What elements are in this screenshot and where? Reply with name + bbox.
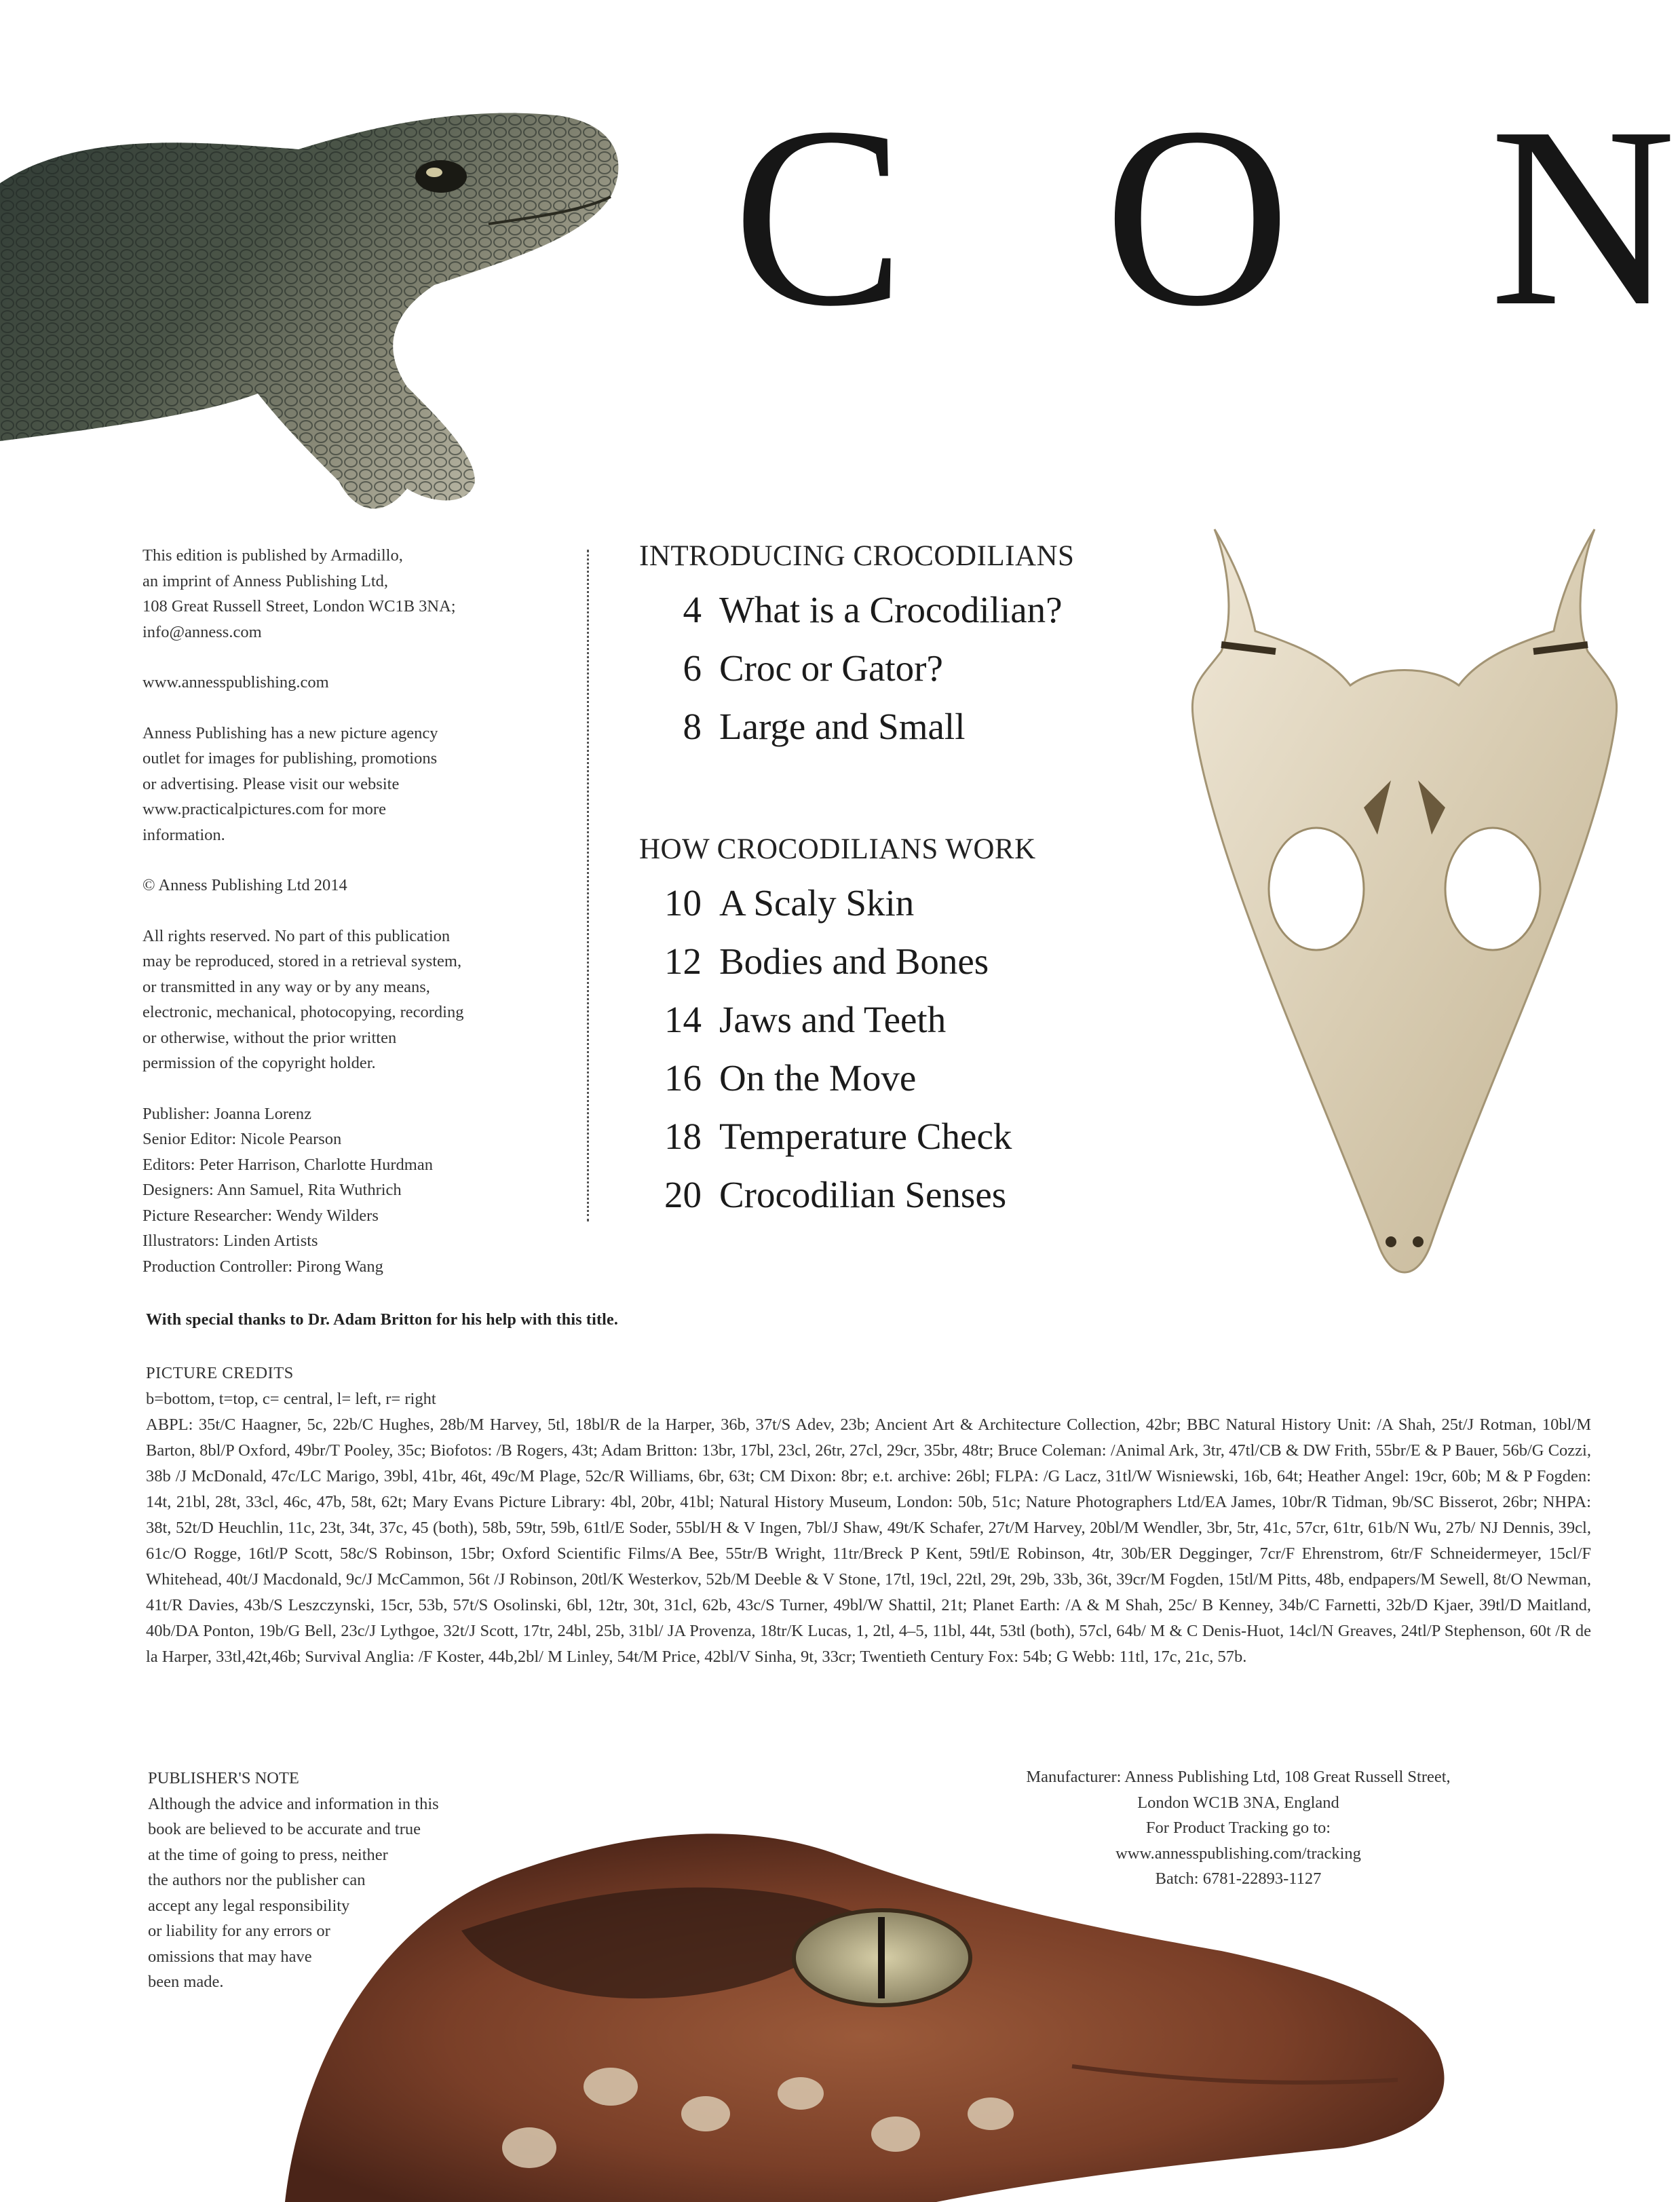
entry-title: On the Move xyxy=(719,1057,917,1099)
staff-item: Production Controller: Pirong Wang xyxy=(142,1257,383,1276)
toc-entry[interactable] xyxy=(639,991,1196,1049)
credits-heading: PICTURE CREDITS xyxy=(146,1364,294,1382)
page-number: 4 xyxy=(683,589,702,630)
title-letter: C xyxy=(733,74,905,360)
toc-entry[interactable] xyxy=(639,932,1196,991)
section-heading: INTRODUCING CROCODILIANS xyxy=(639,540,1075,572)
credits-key: b=bottom, t=top, c= central, l= left, r= right xyxy=(146,1390,436,1408)
credits-body: ABPL: 35t/C Haagner, 5c, 22b/C Hughes, 28b/M Harvey, 5tl, 18bl/R de la Harper, 36b, 37t/S Adev, 23b; Ancient Art & Architecture Collection, 42br; BBC Natural History Unit: /A Shah, 25t/J Rotman, 10bl/M Barton, 8bl/P Oxford, 49br/T Pooley, 35c; Biofotos: /B Rogers, 43t; Adam Britton: 13br, 17bl, 23cl, 26tr, 27cl, 29cr, 35br, 48tr; Bruce Coleman: /Animal Ark, 3tr, 47tl/CB & DW Frith, 55br/E & P Bauer, 56b/G Cozzi, 38b /J McDonald, 47c/LC Marigo, 39bl, 41br, 46t, 49c/M Plage, 52c/R Williams, 6br, 63t; CM Dixon: 8br; e.t. archive: 26bl; FLPA: /G Lacz, 31tl/W Wisniewski, 16b, 64t; Heather Angel: 19cr, 60b; M & P Fogden: 14t, 21bl, 28t, 33cl, 46c, 47b, 58t, 62t; Mary Evans Picture Library: 4bl, 20br, 41bl; Natural History Museum, London: 50b, 51c; Nature Photographers Ltd/EA James, 10br/R Tidman, 9b/SC Bisserot, 26br; NHPA: 38t, 52t/D Heuchlin, 11c, 23t, 34t, 37c, 45 (both), 58b, 59tr, 59b, 61tl/E Soder, 55bl/H & V Ingen, 7bl/J Shaw, 49t/K Schafer, 27t/M Harvey, 20bl/M Wendler, 3br, 5tr, 41c, 57cr, 61tr, 61b/N Wu, 27b/ NJ Dennis, 39cl, 61c/O Rogge, 16tl/P Scott, 58c/S Robinson, 15br; Oxford Scientific Films/A Bee, 55tr/B Wright, 11tr/Breck P Kent, 59tl/E Robinson, 4tr, 30b/ER Degginger, 7cr/F Ehrenstrom, 6tr/F Schneidermeyer, 15cl/F Whitehead, 40t/J Macdonald, 9c/J McCammon, 56t /J Robinson, 20tl/K Westerkov, 52b/M Deeble & V Stone, 17tl, 19cl, 22tl, 29t, 29b, 33b, 36t, 39cr/M Fogden, 15tl/M Pitts, 48b, endpapers/M Sewell, 8t/O Newman, 41t/R Davies, 43b/S Leszczynski, 15cr, 53b, 57t/S Osolinski, 6bl, 12tr, 30t, 31cl, 62b, 43c/S Turner, 49bl/W Shattil, 21t; Planet Earth: /A & M Shah, 25c/ B Kenney, 34b/C Farnetti, 32b/D Kjaer, 39tl/D Maitland, 40b/DA Ponton, 19b/G Bell, 23c/J Lythgoe, 32t/J Scott, 17tr, 24bl, 25b, 31bl/ JA Provenza, 18tr/K Lucas, 1, 2tl, 4–5, 11bl, 44t, 53tl (both), 57cl, 64b/ M & C Denis-Huot, 14cl/N Greaves, 24tl/P Stephenson, 60t /R de la Harper, 33tl,42t,46b; Survival Anglia: /F Koster, 44b,2bl/ M Linley, 54t/M Price, 42bl/V Sinha, 9t, 33cr; Twentieth Century Fox: 54b; G Webb: 11tl, 17c, 21c, 57b. xyxy=(146,1416,1591,1666)
page-number: 8 xyxy=(683,706,702,747)
batch-number: Batch: 6781-22893-1127 xyxy=(1155,1869,1322,1888)
page-number: 6 xyxy=(683,647,702,689)
imprint-line: www.practicalpictures.com for more xyxy=(142,800,386,818)
crocodile-photo xyxy=(0,102,631,601)
section-heading: HOW CROCODILIANS WORK xyxy=(639,833,1036,865)
entry-title: Bodies and Bones xyxy=(719,941,989,982)
toc-entry[interactable] xyxy=(639,1107,1196,1166)
dotted-divider xyxy=(587,550,589,1221)
imprint-line: may be reproduced, stored in a retrieval system, xyxy=(142,952,462,970)
imprint-line: 108 Great Russell Street, London WC1B 3NA; xyxy=(142,597,456,615)
imprint-line: electronic, mechanical, photocopying, recording xyxy=(142,1003,464,1021)
entry-title: Croc or Gator? xyxy=(719,647,943,689)
page-number: 16 xyxy=(664,1057,702,1099)
imprint-line: permission of the copyright holder. xyxy=(142,1054,376,1072)
imprint-line: or otherwise, without the prior written xyxy=(142,1028,397,1047)
tracking-link[interactable]: www.annesspublishing.com/tracking xyxy=(1115,1844,1361,1863)
entry-title: Crocodilian Senses xyxy=(719,1174,1007,1215)
publishers-note xyxy=(148,1766,528,1995)
manufacturer-info xyxy=(940,1764,1537,1892)
publishers-note-heading: PUBLISHER'S NOTE xyxy=(148,1769,299,1787)
entry-title: Large and Small xyxy=(719,706,966,747)
staff-item: Illustrators: Linden Artists xyxy=(142,1232,318,1250)
toc-section-how-work xyxy=(639,829,1196,1224)
note-line: or liability for any errors or xyxy=(148,1922,330,1940)
note-line: at the time of going to press, neither xyxy=(148,1845,388,1864)
skull-photo xyxy=(1174,523,1635,1310)
toc-entry[interactable] xyxy=(639,639,1196,698)
picture-credits xyxy=(146,1361,1591,1670)
manufacturer-line: For Product Tracking go to: xyxy=(1145,1819,1331,1837)
staff-item: Picture Researcher: Wendy Wilders xyxy=(142,1206,379,1225)
toc-entry[interactable] xyxy=(639,874,1196,932)
staff-item: Editors: Peter Harrison, Charlotte Hurdman xyxy=(142,1155,433,1174)
imprint-line: information. xyxy=(142,825,225,844)
entry-title: What is a Crocodilian? xyxy=(719,589,1063,630)
staff-item: Publisher: Joanna Lorenz xyxy=(142,1104,312,1123)
manufacturer-line: London WC1B 3NA, England xyxy=(1137,1793,1339,1812)
note-line: accept any legal responsibility xyxy=(148,1896,350,1915)
note-line: omissions that may have xyxy=(148,1947,312,1966)
imprint-line: or advertising. Please visit our website xyxy=(142,774,400,793)
imprint-line: an imprint of Anness Publishing Ltd, xyxy=(142,571,389,590)
toc-entry[interactable] xyxy=(639,1166,1196,1224)
website-link[interactable]: www.annesspublishing.com xyxy=(142,673,329,691)
email-link[interactable]: info@anness.com xyxy=(142,622,262,641)
imprint-line: outlet for images for publishing, promotions xyxy=(142,749,438,767)
entry-title: Jaws and Teeth xyxy=(719,999,947,1040)
agency-note xyxy=(142,721,550,848)
toc-entry[interactable] xyxy=(639,698,1196,756)
staff-item: Senior Editor: Nicole Pearson xyxy=(142,1130,342,1148)
imprint-line: or transmitted in any way or by any means, xyxy=(142,977,430,996)
contents-title xyxy=(733,74,1676,360)
note-line: book are believed to be accurate and true xyxy=(148,1820,421,1838)
page-number: 12 xyxy=(664,941,702,982)
staff-item: Designers: Ann Samuel, Rita Wuthrich xyxy=(142,1181,402,1199)
toc-section-introducing xyxy=(639,536,1196,756)
note-line: been made. xyxy=(148,1973,224,1991)
title-letter: N xyxy=(1489,74,1676,360)
page-number: 18 xyxy=(664,1116,702,1157)
entry-title: Temperature Check xyxy=(719,1116,1012,1157)
publisher-address xyxy=(142,543,550,645)
staff-list xyxy=(142,1101,550,1280)
page-number: 20 xyxy=(664,1174,702,1215)
page-number: 14 xyxy=(664,999,702,1040)
imprint-line: All rights reserved. No part of this publication xyxy=(142,926,451,945)
imprint-column xyxy=(142,543,550,1279)
thanks-line: With special thanks to Dr. Adam Britton for his help with this title. xyxy=(146,1311,619,1329)
entry-title: A Scaly Skin xyxy=(719,882,915,924)
note-line: Although the advice and information in this xyxy=(148,1794,439,1813)
copyright-line: © Anness Publishing Ltd 2014 xyxy=(142,876,347,894)
toc-entry[interactable] xyxy=(639,581,1196,639)
page-number: 10 xyxy=(664,882,702,924)
imprint-line: Anness Publishing has a new picture agency xyxy=(142,723,438,742)
note-line: the authors nor the publisher can xyxy=(148,1871,366,1889)
title-letter: O xyxy=(1104,74,1291,360)
imprint-line: This edition is published by Armadillo, xyxy=(142,546,403,565)
toc-entry[interactable] xyxy=(639,1049,1196,1107)
manufacturer-line: Manufacturer: Anness Publishing Ltd, 108 Great Russell Street, xyxy=(1026,1768,1451,1786)
rights-statement xyxy=(142,924,550,1076)
